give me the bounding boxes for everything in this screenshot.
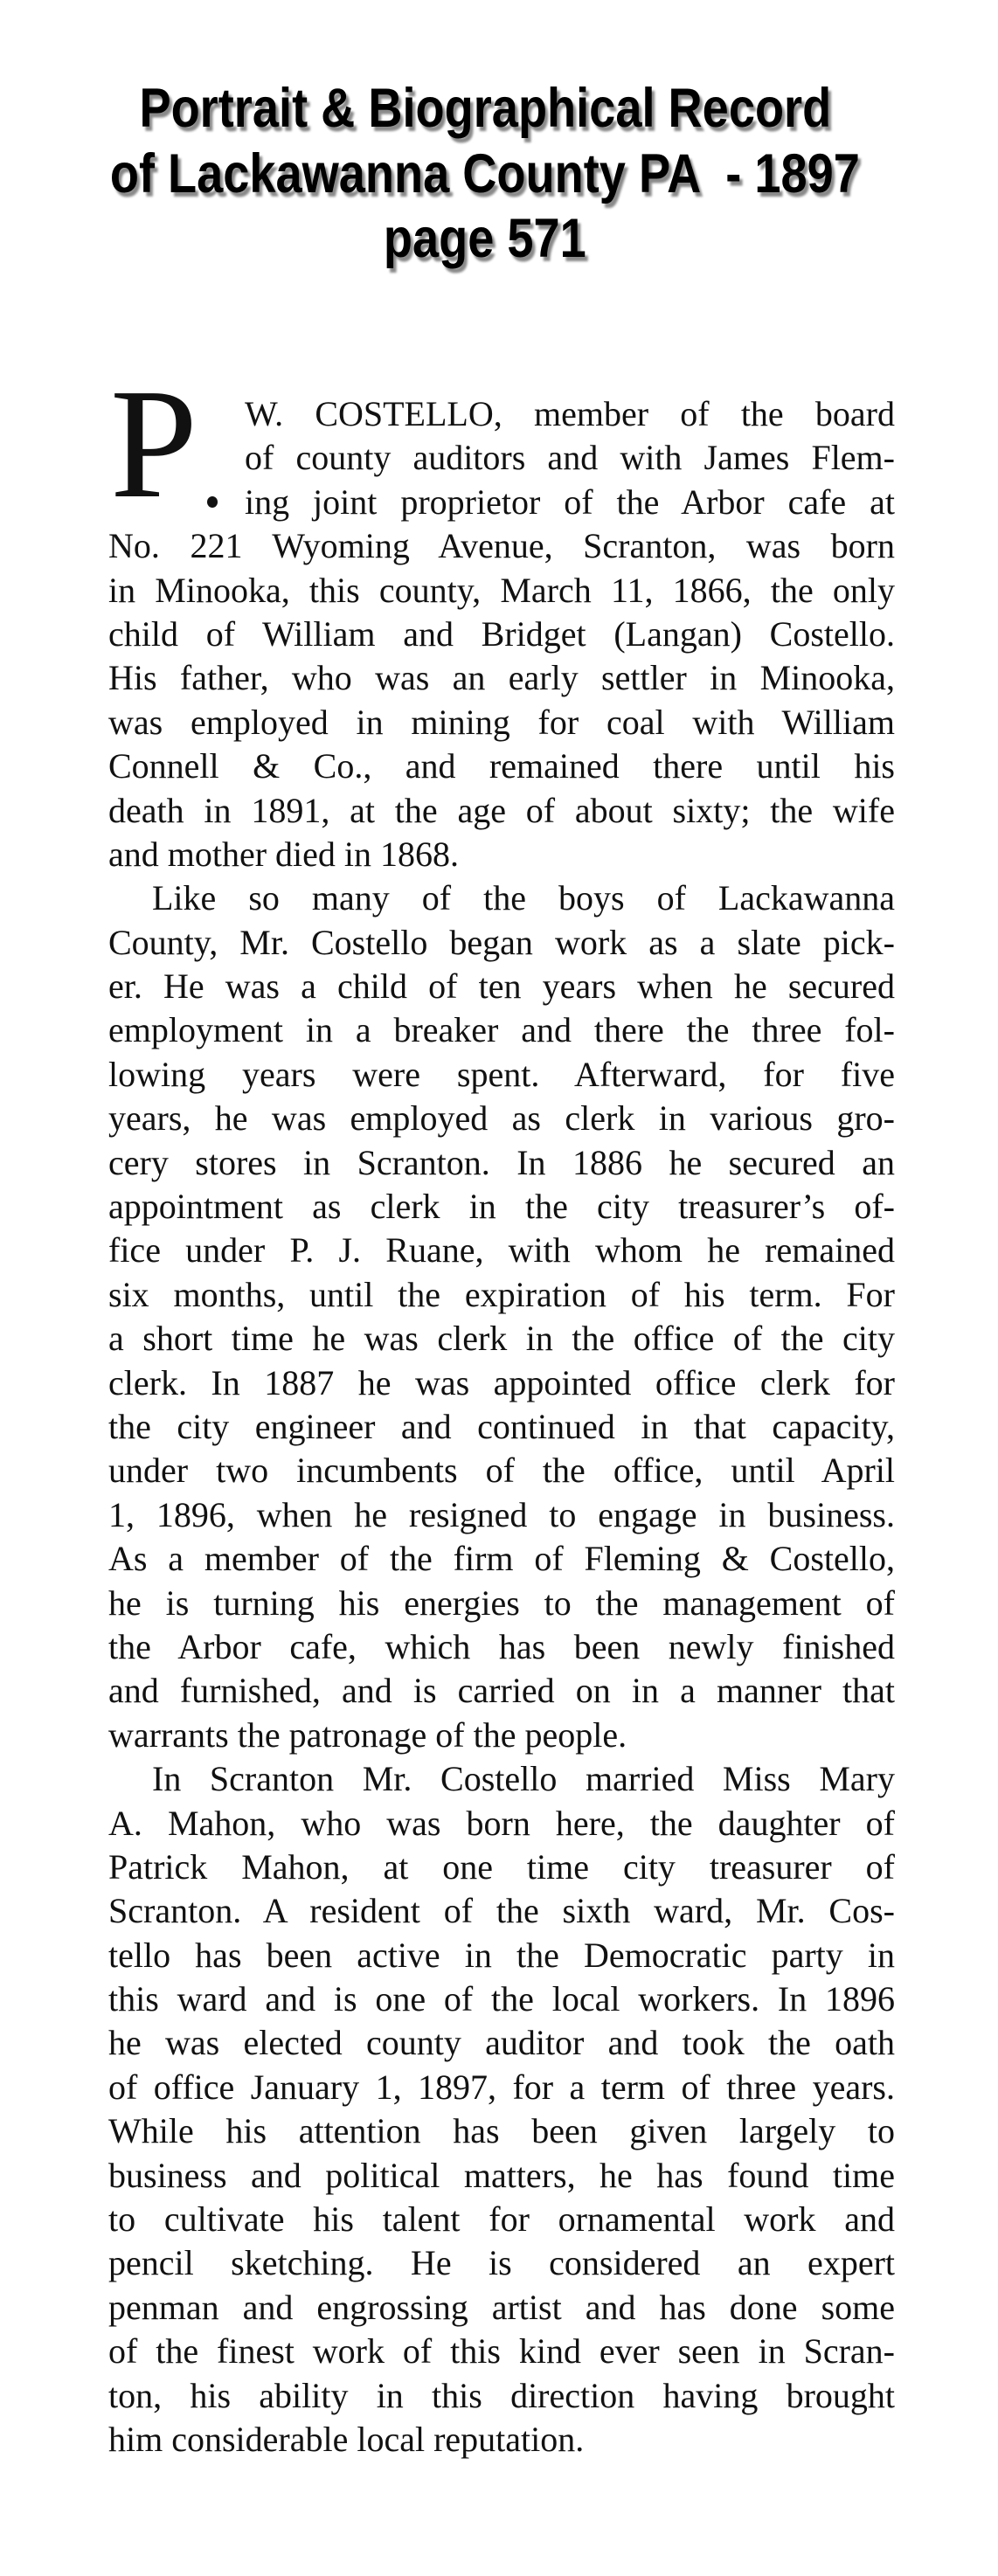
- text-line: a short time he was clerk in the office of the city: [108, 1319, 895, 1359]
- text-line: While his attention has been given largely to: [108, 2111, 895, 2151]
- text-line: In Scranton Mr. Costello married Miss Mary: [152, 1759, 895, 1799]
- text-line: warrants the patronage of the people.: [108, 1714, 627, 1755]
- text-line: 1, 1896, when he resigned to engage in business.: [108, 1494, 895, 1534]
- text-line: ton, his ability in this direction having brought: [108, 2375, 895, 2415]
- text-line: Scranton. A resident of the sixth ward, Mr. Cos-: [108, 1891, 895, 1931]
- text-line: lowing years were spent. Afterward, for five: [108, 1054, 895, 1094]
- text-line: of office January 1, 1897, for a term of three years.: [108, 2067, 895, 2107]
- text-line: he was elected county auditor and took the oath: [108, 2023, 895, 2063]
- text-line: County, Mr. Costello began work as a slate pick-: [108, 922, 895, 962]
- text-line: this ward and is one of the local workers. In 1896: [108, 1979, 895, 2019]
- text-line: he is turning his energies to the management of: [108, 1582, 895, 1623]
- text-line: er. He was a child of ten years when he secured: [108, 966, 895, 1007]
- text-line: pencil sketching. He is considered an expert: [108, 2243, 895, 2283]
- text-line: the city engineer and continued in that capacity,: [108, 1406, 895, 1446]
- page-title-line-1: [0, 78, 970, 139]
- text-line: child of William and Bridget (Langan) Costello.: [108, 613, 895, 654]
- text-line: Patrick Mahon, at one time city treasurer of: [108, 1846, 895, 1887]
- title-text-3: page 571: [384, 208, 586, 269]
- text-line: the Arbor cafe, which has been newly finished: [108, 1626, 895, 1666]
- text-line: As a member of the firm of Fleming & Costello,: [108, 1539, 895, 1579]
- text-line: of the finest work of this kind ever seen in Scran-: [108, 2331, 895, 2372]
- text-line: death in 1891, at the age of about sixty; the wife: [108, 790, 895, 830]
- title-text-1: Portrait & Biographical Record: [139, 78, 831, 139]
- text-line: fice under P. J. Ruane, with whom he remained: [108, 1230, 895, 1271]
- text-line: and mother died in 1868.: [108, 834, 460, 874]
- text-line: No. 221 Wyoming Avenue, Scranton, was born: [108, 526, 895, 566]
- text-line: him considerable local reputation.: [108, 2419, 585, 2459]
- text-line: in Minooka, this county, March 11, 1866, the only: [108, 570, 895, 610]
- text-line: business and political matters, he has found time: [108, 2155, 895, 2195]
- text-line: under two incumbents of the office, until April: [108, 1451, 895, 1491]
- text-line: was employed in mining for coal with William: [108, 702, 895, 742]
- biography-article: [108, 392, 895, 2462]
- text-line: employment in a breaker and there the three fol-: [108, 1010, 895, 1050]
- text-line: ing joint proprietor of the Arbor cafe at: [245, 481, 895, 522]
- text-line: clerk. In 1887 he was appointed office clerk for: [108, 1362, 895, 1402]
- text-line: to cultivate his talent for ornamental work and: [108, 2199, 895, 2240]
- paragraph-2: [108, 876, 895, 1757]
- text-line: Connell & Co., and remained there until his: [108, 746, 895, 786]
- text-line: appointment as clerk in the city treasurer’s of-: [108, 1187, 895, 1227]
- text-line: His father, who was an early settler in Minooka,: [108, 658, 895, 698]
- text-line: W. COSTELLO, member of the board: [245, 394, 895, 433]
- page-title-line-2: [0, 143, 970, 204]
- paragraph-1: [108, 392, 895, 876]
- page-number-title: [0, 208, 970, 269]
- text-line: penman and engrossing artist and has done some: [108, 2287, 895, 2327]
- text-line: years, he was employed as clerk in various gro-: [108, 1098, 895, 1139]
- text-line: Like so many of the boys of Lackawanna: [152, 878, 895, 918]
- text-line: A. Mahon, who was born here, the daughter of: [108, 1803, 895, 1843]
- paragraph-3: [108, 1757, 895, 2462]
- text-line: tello has been active in the Democratic party in: [108, 1935, 895, 1975]
- text-line: and furnished, and is carried on in a manner that: [108, 1671, 895, 1711]
- text-line: cery stores in Scranton. In 1886 he secured an: [108, 1142, 895, 1182]
- text-line: of county auditors and with James Flem-: [245, 438, 895, 478]
- drop-cap-letter: P: [110, 357, 198, 530]
- title-text-2: of Lackawanna County PA - 1897: [109, 143, 861, 204]
- text-line: six months, until the expiration of his term. For: [108, 1274, 895, 1314]
